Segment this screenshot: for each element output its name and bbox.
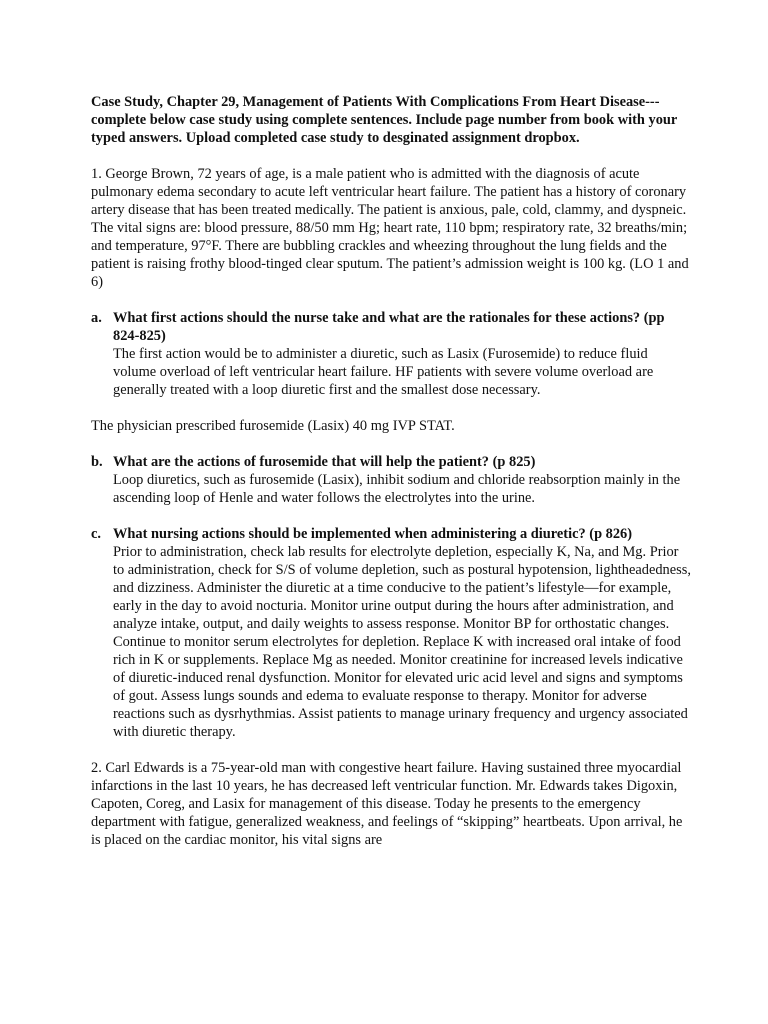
assignment-instructions: Case Study, Chapter 29, Management of Patients With Complications From Heart Disease---complete below case study using complete sentences. Include page number from book with your typed answers. Upload completed case study to desginated assignment dropbox.	[91, 94, 678, 146]
question-a-letter: a.	[91, 310, 102, 326]
question-c-answer: Prior to administration, check lab results for electrolyte depletion, especially K, Na, and Mg. Prior to administration, check for S/S of volume depletion, such as postural hypotension, lightheadedness, and dizziness. Administer the diuretic at a time conducive to the patient’s lifestyle—for example, early in the day to avoid nocturia. Monitor urine output during the hours after administration, and analyze intake, output, and daily weights to assess response. Monitor BP for orthostatic changes. Continue to monitor serum electrolytes for depletion. Replace K with increased oral intake of food rich in K or supplements. Replace Mg as needed. Monitor creatinine for increased levels indicative of diuretic-induced renal dysfunction. Monitor for elevated uric acid level and signs and symptoms of gout. Assess lungs sounds and edema to evaluate response to therapy. Monitor for adverse reactions such as dysrhythmias. Assist patients to manage urinary frequency and urgency associated with diuretic therapy.	[113, 544, 691, 740]
document-page	[91, 93, 691, 867]
case-study-1-scenario: 1. George Brown, 72 years of age, is a male patient who is admitted with the diagnosis of acute pulmonary edema secondary to acute left ventricular heart failure. The patient has a history of coronary artery disease that has been treated medically. The patient is anxious, pale, cold, clammy, and dyspneic. The vital signs are: blood pressure, 88/50 mm Hg; heart rate, 110 bpm; respiratory rate, 32 breaths/min; and temperature, 97°F. There are bubbling crackles and wheezing throughout the lung fields and the patient is raising frothy blood-tinged clear sputum. The patient’s admission weight is 100 kg. (LO 1 and 6)	[91, 166, 689, 290]
question-b	[91, 453, 691, 507]
question-b-heading	[91, 453, 691, 471]
question-c	[91, 525, 691, 741]
question-a-answer: The first action would be to administer a diuretic, such as Lasix (Furosemide) to reduce fluid volume overload of left ventricular heart failure. HF patients with severe volume overload are generally treated with a loop diuretic first and the smallest dose necessary.	[113, 346, 654, 398]
question-a-heading	[91, 309, 691, 345]
question-a	[91, 309, 691, 399]
physician-order: The physician prescribed furosemide (Lasix) 40 mg IVP STAT.	[91, 418, 455, 434]
question-c-letter: c.	[91, 526, 101, 542]
question-c-text: What nursing actions should be implemented when administering a diuretic? (p 826)	[113, 526, 633, 542]
question-b-text: What are the actions of furosemide that will help the patient? (p 825)	[113, 454, 536, 470]
question-b-answer: Loop diuretics, such as furosemide (Lasix), inhibit sodium and chloride reabsorption mainly in the ascending loop of Henle and water follows the electrolytes into the urine.	[113, 472, 681, 506]
case-study-2-scenario: 2. Carl Edwards is a 75-year-old man with congestive heart failure. Having sustained three myocardial infarctions in the last 10 years, he has decreased left ventricular function. Mr. Edwards takes Digoxin, Capoten, Coreg, and Lasix for management of this disease. Today he presents to the emergency department with fatigue, generalized weakness, and feelings of “skipping” heartbeats. Upon arrival, he is placed on the cardiac monitor, his vital signs are	[91, 760, 683, 848]
question-c-heading	[91, 525, 691, 543]
question-b-letter: b.	[91, 454, 103, 470]
question-a-text: What first actions should the nurse take and what are the rationales for these actions? (pp 824-825)	[113, 310, 665, 344]
